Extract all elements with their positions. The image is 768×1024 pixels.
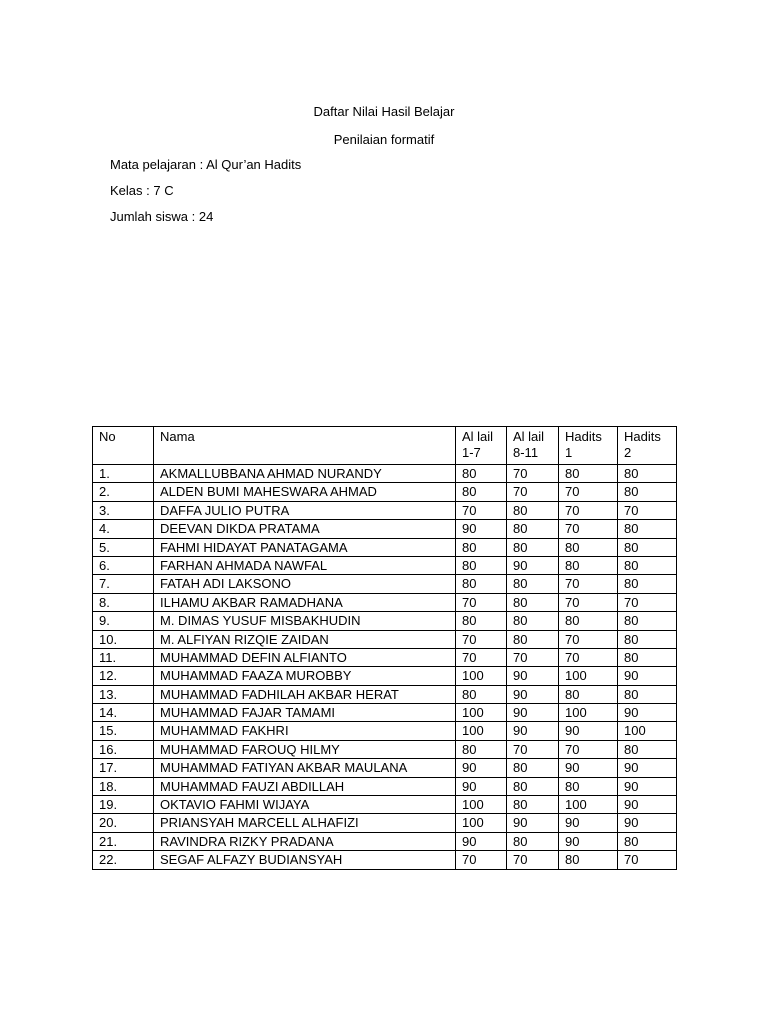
cell-hadits-1: 70: [559, 630, 618, 648]
header-al-lail-8-11: Al lail 8-11: [507, 427, 559, 465]
cell-no: 16.: [93, 740, 154, 758]
table-row: [93, 575, 677, 593]
cell-no: 2.: [93, 483, 154, 501]
cell-al-lail-1-7: 80: [456, 685, 507, 703]
cell-hadits-1: 100: [559, 796, 618, 814]
cell-al-lail-8-11: 80: [507, 593, 559, 611]
cell-al-lail-1-7: 80: [456, 465, 507, 483]
cell-name: RAVINDRA RIZKY PRADANA: [154, 832, 456, 850]
table-row: [93, 483, 677, 501]
cell-hadits-2: 80: [618, 483, 677, 501]
cell-name: MUHAMMAD FAUZI ABDILLAH: [154, 777, 456, 795]
table-row: [93, 556, 677, 574]
cell-no: 4.: [93, 520, 154, 538]
cell-hadits-1: 90: [559, 722, 618, 740]
cell-al-lail-1-7: 80: [456, 612, 507, 630]
cell-hadits-2: 80: [618, 630, 677, 648]
cell-hadits-1: 80: [559, 851, 618, 869]
cell-hadits-2: 80: [618, 556, 677, 574]
cell-name: SEGAF ALFAZY BUDIANSYAH: [154, 851, 456, 869]
cell-al-lail-1-7: 90: [456, 520, 507, 538]
cell-name: MUHAMMAD FAKHRI: [154, 722, 456, 740]
cell-al-lail-1-7: 80: [456, 483, 507, 501]
cell-al-lail-8-11: 80: [507, 575, 559, 593]
cell-name: FAHMI HIDAYAT PANATAGAMA: [154, 538, 456, 556]
cell-al-lail-1-7: 70: [456, 630, 507, 648]
cell-al-lail-1-7: 70: [456, 851, 507, 869]
table-row: [93, 740, 677, 758]
table-row: [93, 520, 677, 538]
cell-al-lail-8-11: 80: [507, 759, 559, 777]
cell-name: MUHAMMAD FAROUQ HILMY: [154, 740, 456, 758]
cell-al-lail-8-11: 90: [507, 722, 559, 740]
cell-al-lail-1-7: 80: [456, 556, 507, 574]
cell-hadits-1: 70: [559, 575, 618, 593]
cell-al-lail-1-7: 80: [456, 740, 507, 758]
table-row: [93, 593, 677, 611]
cell-al-lail-8-11: 80: [507, 520, 559, 538]
cell-no: 19.: [93, 796, 154, 814]
cell-hadits-2: 70: [618, 593, 677, 611]
cell-al-lail-1-7: 100: [456, 814, 507, 832]
header-row: [93, 427, 677, 465]
cell-hadits-2: 80: [618, 648, 677, 666]
cell-hadits-2: 90: [618, 814, 677, 832]
cell-hadits-2: 90: [618, 667, 677, 685]
cell-hadits-2: 80: [618, 575, 677, 593]
cell-al-lail-8-11: 70: [507, 465, 559, 483]
table-row: [93, 796, 677, 814]
cell-no: 5.: [93, 538, 154, 556]
cell-no: 13.: [93, 685, 154, 703]
table-row: [93, 465, 677, 483]
cell-no: 22.: [93, 851, 154, 869]
cell-hadits-2: 90: [618, 796, 677, 814]
cell-name: M. ALFIYAN RIZQIE ZAIDAN: [154, 630, 456, 648]
cell-hadits-1: 80: [559, 685, 618, 703]
cell-name: PRIANSYAH MARCELL ALHAFIZI: [154, 814, 456, 832]
cell-al-lail-1-7: 100: [456, 796, 507, 814]
cell-name: DEEVAN DIKDA PRATAMA: [154, 520, 456, 538]
table-row: [93, 704, 677, 722]
cell-name: DAFFA JULIO PUTRA: [154, 501, 456, 519]
cell-no: 18.: [93, 777, 154, 795]
cell-name: MUHAMMAD FAJAR TAMAMI: [154, 704, 456, 722]
cell-hadits-1: 100: [559, 704, 618, 722]
cell-hadits-2: 80: [618, 832, 677, 850]
cell-no: 8.: [93, 593, 154, 611]
cell-hadits-2: 80: [618, 538, 677, 556]
cell-hadits-1: 70: [559, 483, 618, 501]
cell-al-lail-8-11: 90: [507, 556, 559, 574]
cell-name: ILHAMU AKBAR RAMADHANA: [154, 593, 456, 611]
cell-no: 20.: [93, 814, 154, 832]
cell-al-lail-8-11: 90: [507, 704, 559, 722]
cell-hadits-1: 70: [559, 740, 618, 758]
cell-name: ALDEN BUMI MAHESWARA AHMAD: [154, 483, 456, 501]
cell-no: 9.: [93, 612, 154, 630]
table-row: [93, 814, 677, 832]
cell-hadits-1: 70: [559, 593, 618, 611]
subject-line: Mata pelajaran : Al Qur’an Hadits: [110, 157, 302, 172]
cell-hadits-1: 80: [559, 465, 618, 483]
cell-hadits-1: 100: [559, 667, 618, 685]
table-row: [93, 612, 677, 630]
table-row: [93, 501, 677, 519]
cell-al-lail-8-11: 80: [507, 630, 559, 648]
cell-hadits-2: 90: [618, 704, 677, 722]
table-row: [93, 685, 677, 703]
header-name: Nama: [154, 427, 456, 465]
cell-al-lail-1-7: 80: [456, 575, 507, 593]
cell-al-lail-1-7: 100: [456, 667, 507, 685]
cell-name: AKMALLUBBANA AHMAD NURANDY: [154, 465, 456, 483]
cell-hadits-1: 80: [559, 777, 618, 795]
cell-name: FARHAN AHMADA NAWFAL: [154, 556, 456, 574]
document-title: Daftar Nilai Hasil Belajar: [313, 104, 455, 119]
table-row: [93, 722, 677, 740]
cell-hadits-2: 80: [618, 465, 677, 483]
cell-no: 3.: [93, 501, 154, 519]
table-row: [93, 759, 677, 777]
cell-name: OKTAVIO FAHMI WIJAYA: [154, 796, 456, 814]
cell-hadits-2: 80: [618, 612, 677, 630]
cell-hadits-2: 70: [618, 501, 677, 519]
table-row: [93, 538, 677, 556]
cell-name: MUHAMMAD DEFIN ALFIANTO: [154, 648, 456, 666]
cell-name: MUHAMMAD FATIYAN AKBAR MAULANA: [154, 759, 456, 777]
cell-al-lail-1-7: 70: [456, 501, 507, 519]
cell-hadits-2: 80: [618, 685, 677, 703]
document-subtitle: Penilaian formatif: [333, 132, 435, 147]
cell-no: 14.: [93, 704, 154, 722]
cell-hadits-2: 90: [618, 777, 677, 795]
grades-table-header: [93, 427, 677, 465]
cell-hadits-1: 90: [559, 759, 618, 777]
cell-hadits-1: 70: [559, 648, 618, 666]
cell-no: 1.: [93, 465, 154, 483]
cell-no: 10.: [93, 630, 154, 648]
cell-no: 12.: [93, 667, 154, 685]
cell-al-lail-8-11: 80: [507, 777, 559, 795]
table-row: [93, 630, 677, 648]
header-hadits-2: Hadits 2: [618, 427, 677, 465]
cell-al-lail-8-11: 90: [507, 685, 559, 703]
cell-hadits-2: 100: [618, 722, 677, 740]
cell-al-lail-8-11: 70: [507, 648, 559, 666]
cell-al-lail-8-11: 80: [507, 612, 559, 630]
cell-al-lail-1-7: 90: [456, 777, 507, 795]
cell-al-lail-1-7: 90: [456, 759, 507, 777]
class-line: Kelas : 7 C: [110, 183, 174, 198]
cell-al-lail-8-11: 80: [507, 538, 559, 556]
header-hadits-1: Hadits 1: [559, 427, 618, 465]
cell-no: 17.: [93, 759, 154, 777]
table-row: [93, 648, 677, 666]
cell-hadits-1: 80: [559, 538, 618, 556]
cell-name: FATAH ADI LAKSONO: [154, 575, 456, 593]
cell-name: MUHAMMAD FADHILAH AKBAR HERAT: [154, 685, 456, 703]
cell-hadits-1: 90: [559, 832, 618, 850]
table-row: [93, 832, 677, 850]
cell-al-lail-1-7: 90: [456, 832, 507, 850]
cell-al-lail-1-7: 70: [456, 648, 507, 666]
table-row: [93, 667, 677, 685]
cell-no: 21.: [93, 832, 154, 850]
cell-no: 11.: [93, 648, 154, 666]
cell-hadits-2: 70: [618, 851, 677, 869]
table-row: [93, 851, 677, 869]
student-count-line: Jumlah siswa : 24: [110, 209, 214, 224]
header-no: No: [93, 427, 154, 465]
cell-hadits-2: 80: [618, 740, 677, 758]
cell-name: M. DIMAS YUSUF MISBAKHUDIN: [154, 612, 456, 630]
cell-al-lail-1-7: 100: [456, 704, 507, 722]
cell-al-lail-8-11: 90: [507, 667, 559, 685]
table-row: [93, 777, 677, 795]
cell-hadits-1: 80: [559, 556, 618, 574]
cell-al-lail-1-7: 80: [456, 538, 507, 556]
cell-hadits-1: 90: [559, 814, 618, 832]
header-al-lail-1-7: Al lail 1-7: [456, 427, 507, 465]
cell-al-lail-8-11: 80: [507, 796, 559, 814]
cell-al-lail-8-11: 70: [507, 740, 559, 758]
cell-name: MUHAMMAD FAAZA MUROBBY: [154, 667, 456, 685]
cell-hadits-2: 90: [618, 759, 677, 777]
cell-al-lail-8-11: 70: [507, 851, 559, 869]
cell-hadits-1: 70: [559, 501, 618, 519]
cell-al-lail-8-11: 90: [507, 814, 559, 832]
grades-table: [92, 426, 677, 870]
cell-al-lail-1-7: 100: [456, 722, 507, 740]
cell-al-lail-8-11: 80: [507, 501, 559, 519]
cell-hadits-1: 70: [559, 520, 618, 538]
cell-al-lail-8-11: 80: [507, 832, 559, 850]
cell-no: 6.: [93, 556, 154, 574]
cell-hadits-2: 80: [618, 520, 677, 538]
cell-hadits-1: 80: [559, 612, 618, 630]
cell-no: 15.: [93, 722, 154, 740]
cell-al-lail-8-11: 70: [507, 483, 559, 501]
cell-no: 7.: [93, 575, 154, 593]
cell-al-lail-1-7: 70: [456, 593, 507, 611]
grades-table-body: [93, 465, 677, 870]
